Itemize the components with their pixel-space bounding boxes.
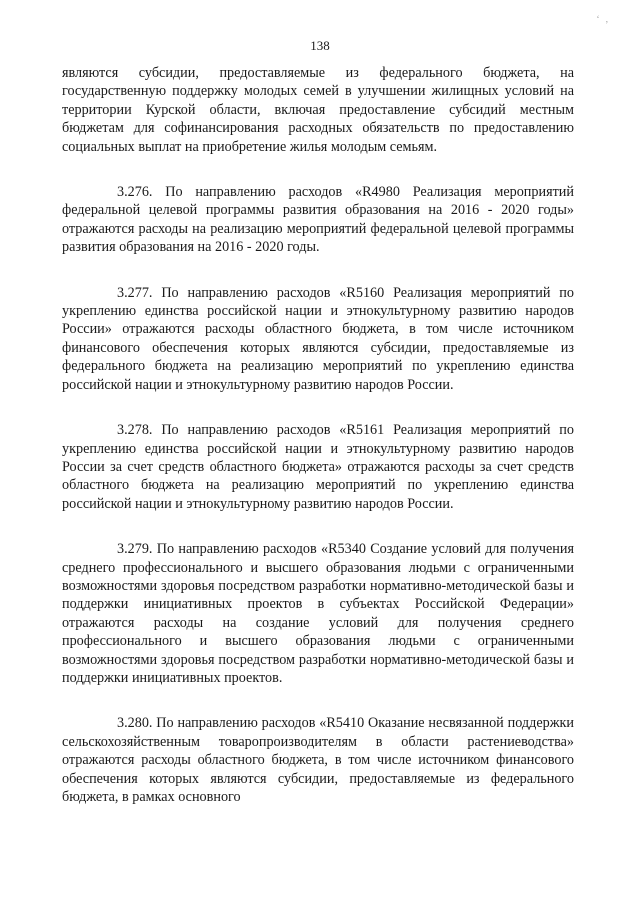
page-body bbox=[62, 64, 574, 806]
corner-mark: ‘ , bbox=[596, 14, 610, 24]
paragraph-3-276: 3.276. По направлению расходов «R4980 Реализация мероприятий федеральной целевой программы развития образования на 2016 - 2020 годы» отражаются расходы на реализацию мероприятий федеральной целевой программы развития образования на 2016 - 2020 годы. bbox=[62, 184, 574, 256]
paragraph-3-280: 3.280. По направлению расходов «R5410 Оказание несвязанной поддержки сельскохозяйственным товаропроизводителям в области растениеводства» отражаются расходы областного бюджета, в том числе источником финансового обеспечения которых являются субсидии, предоставляемые из федерального бюджета, в рамках основного bbox=[62, 715, 574, 805]
paragraph-3-278: 3.278. По направлению расходов «R5161 Реализация мероприятий по укреплению единства российской нации и этнокультурному развитию народов России за счет средств областного бюджета» отражаются расходы за счет средств областного бюджета на реализацию мероприятий по укреплению единства российской нации и этнокультурному развитию народов России. bbox=[62, 422, 574, 512]
paragraph-3-279: 3.279. По направлению расходов «R5340 Создание условий для получения среднего профессионального и высшего образования людьми с ограниченными возможностями здоровья посредством разработки нормативно-методической базы и поддержки инициативных проектов в субъектах Российской Федерации» отражаются расходы на создание условий для получения среднего профессионального и высшего образования людьми с ограниченными возможностями здоровья посредством разработки нормативно-методической базы и поддержки инициативных проектов. bbox=[62, 541, 574, 686]
paragraph-continuation: являются субсидии, предоставляемые из федерального бюджета, на государственную поддержку молодых семей в улучшении жилищных условий на территории Курской области, включая предоставление субсидий местным бюджетам для софинансирования расходных обязательств по предоставлению социальных выплат на приобретение жилья молодым семьям. bbox=[62, 65, 574, 155]
page-number: 138 bbox=[310, 38, 330, 53]
paragraph-3-277: 3.277. По направлению расходов «R5160 Реализация мероприятий по укреплению единства российской нации и этнокультурному развитию народов России» отражаются расходы областного бюджета, в том числе источником финансового обеспечения которых являются субсидии, предоставляемые из федерального бюджета на реализацию мероприятий по укреплению единства российской нации и этнокультурному развитию народов России. bbox=[62, 284, 574, 393]
